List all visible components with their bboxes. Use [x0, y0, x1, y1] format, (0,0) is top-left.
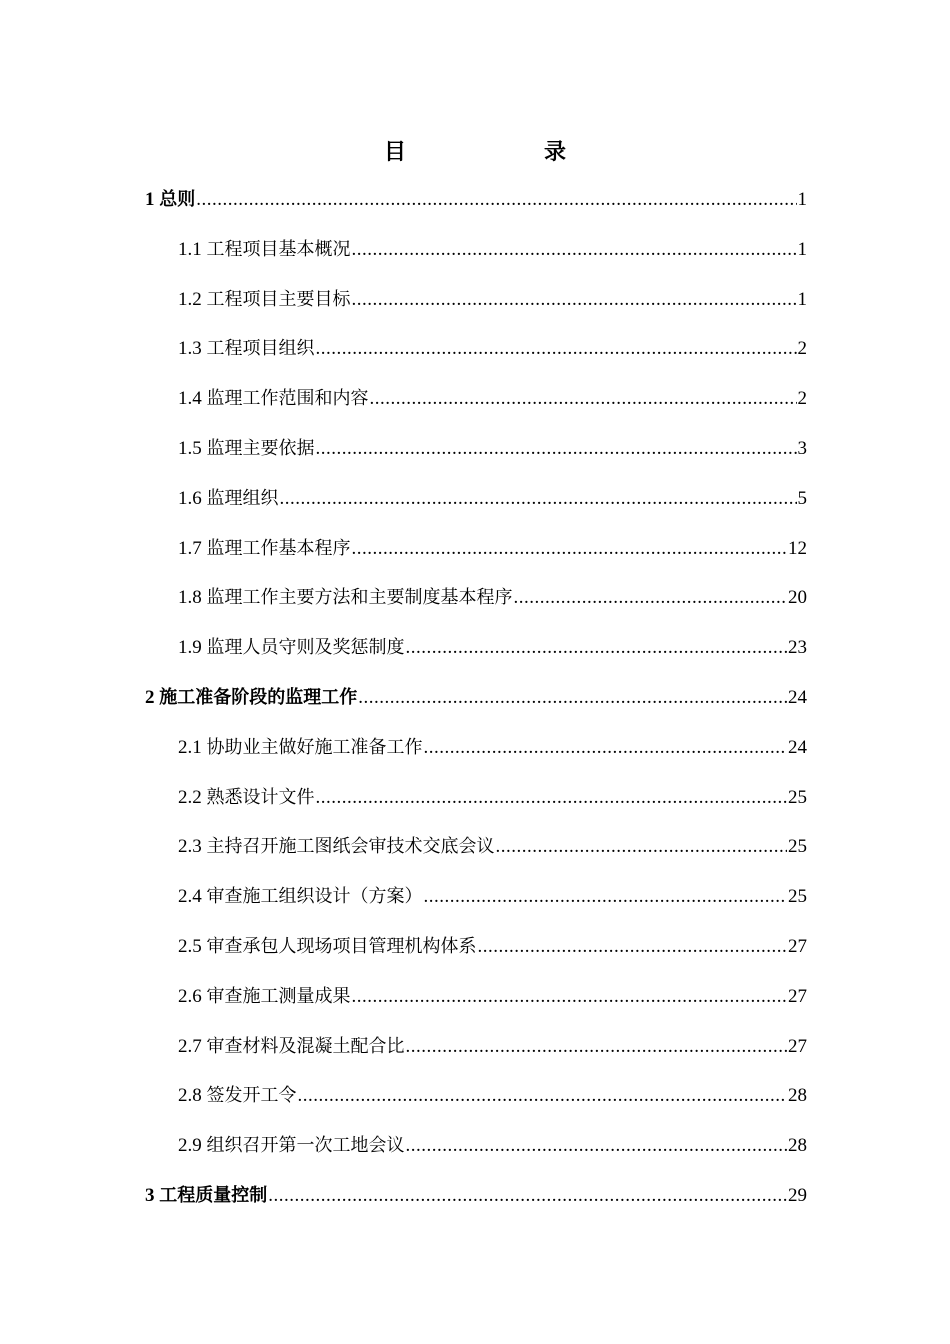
toc-leader-dots: [424, 733, 788, 763]
toc-leader-dots: [358, 683, 787, 713]
toc-entry-text: 工程质量控制: [159, 1184, 268, 1206]
toc-entry-label: [178, 235, 351, 265]
toc-entry-number: 1.3: [178, 338, 202, 360]
toc-entry-page: 5: [797, 487, 807, 509]
toc-entry-number: 1: [145, 189, 155, 210]
toc-entry-text: 监理工作范围和内容: [206, 388, 369, 410]
toc-entry-number: 2.7: [178, 1035, 202, 1057]
toc-leader-dots: [352, 285, 797, 315]
toc-entry-number: 2.1: [178, 736, 202, 758]
toc-entry-text: 主持召开施工图纸会审技术交底会议: [206, 836, 495, 858]
toc-entry-text: 监理组织: [206, 487, 279, 509]
toc-entry[interactable]: [145, 384, 807, 434]
toc-entry-number: 2.4: [178, 886, 202, 908]
toc-entry-number: 1.2: [178, 288, 202, 310]
toc-entry-label: [145, 185, 195, 215]
toc-leader-dots: [406, 633, 788, 663]
toc-entry-label: [178, 932, 477, 962]
toc-leader-dots: [370, 384, 797, 414]
toc-entry-number: 1.5: [178, 437, 202, 459]
toc-entry-page: 25: [788, 886, 807, 908]
toc-entry-page: 24: [788, 736, 807, 758]
toc-entry-text: 监理工作基本程序: [206, 537, 351, 559]
toc-leader-dots: [298, 1081, 788, 1111]
toc-entry-page: 2: [797, 388, 807, 410]
toc-entry-label: [178, 583, 513, 613]
toc-entry-text: 审查施工组织设计（方案）: [206, 886, 423, 908]
table-of-contents: [145, 185, 807, 1231]
toc-entry-number: 1.6: [178, 487, 202, 509]
toc-entry-text: 工程项目主要目标: [206, 288, 351, 310]
toc-entry-number: 2.3: [178, 836, 202, 858]
toc-entry-number: 1.4: [178, 388, 202, 410]
toc-entry-label: [145, 1181, 267, 1211]
toc-entry-label: [145, 683, 357, 713]
toc-entry-text: 组织召开第一次工地会议: [206, 1135, 405, 1157]
toc-entry-text: 熟悉设计文件: [206, 786, 315, 808]
toc-entry-label: [178, 882, 423, 912]
toc-leader-dots: [316, 434, 797, 464]
toc-entry-page: 12: [788, 537, 807, 559]
toc-entry-label: [178, 982, 351, 1012]
toc-entry-page: 27: [788, 1035, 807, 1057]
toc-leader-dots: [424, 882, 788, 912]
toc-entry-text: 监理主要依据: [206, 437, 315, 459]
toc-entry-number: 2.5: [178, 935, 202, 957]
toc-entry-page: 24: [788, 686, 807, 708]
toc-entry-number: 2: [145, 686, 155, 708]
toc-leader-dots: [406, 1131, 788, 1161]
toc-leader-dots: [478, 932, 788, 962]
toc-leader-dots: [352, 982, 788, 1012]
toc-entry-number: 2.2: [178, 786, 202, 808]
toc-entry-number: 1.9: [178, 637, 202, 659]
toc-leader-dots: [316, 334, 797, 364]
toc-entry[interactable]: [145, 185, 807, 235]
toc-entry[interactable]: [145, 334, 807, 384]
toc-entry-number: 3: [145, 1184, 155, 1206]
toc-entry[interactable]: [145, 932, 807, 982]
toc-entry-label: [178, 285, 351, 315]
toc-entry-text: 监理工作主要方法和主要制度基本程序: [206, 587, 513, 609]
toc-entry-text: 工程项目组织: [206, 338, 315, 360]
toc-entry-number: 1.8: [178, 587, 202, 609]
toc-entry-text: 协助业主做好施工准备工作: [206, 736, 423, 758]
toc-entry-number: 1.7: [178, 537, 202, 559]
toc-leader-dots: [352, 235, 797, 265]
toc-entry[interactable]: [145, 1032, 807, 1082]
toc-entry[interactable]: [145, 832, 807, 882]
toc-entry-page: 1: [797, 189, 807, 210]
toc-entry[interactable]: [145, 1081, 807, 1131]
toc-entry-page: 28: [788, 1135, 807, 1157]
toc-entry[interactable]: [145, 882, 807, 932]
toc-entry[interactable]: [145, 683, 807, 733]
toc-leader-dots: [316, 783, 788, 813]
toc-entry[interactable]: [145, 783, 807, 833]
toc-entry-page: 20: [788, 587, 807, 609]
toc-leader-dots: [514, 583, 788, 613]
toc-entry[interactable]: [145, 434, 807, 484]
toc-entry[interactable]: [145, 982, 807, 1032]
toc-entry-page: 27: [788, 935, 807, 957]
toc-entry-label: [178, 434, 315, 464]
toc-entry-label: [178, 733, 423, 763]
toc-entry-page: 25: [788, 836, 807, 858]
toc-leader-dots: [406, 1032, 788, 1062]
toc-entry-number: 2.6: [178, 985, 202, 1007]
toc-leader-dots: [496, 832, 788, 862]
toc-leader-dots: [196, 185, 796, 215]
toc-entry-page: 1: [797, 288, 807, 310]
toc-entry-text: 审查材料及混凝土配合比: [206, 1035, 405, 1057]
toc-entry[interactable]: [145, 1131, 807, 1181]
toc-entry-text: 审查承包人现场项目管理机构体系: [206, 935, 477, 957]
toc-leader-dots: [352, 534, 788, 564]
toc-entry-page: 2: [797, 338, 807, 360]
toc-title: 目 录: [383, 139, 624, 165]
toc-entry-label: [178, 534, 351, 564]
toc-entry-page: 25: [788, 786, 807, 808]
toc-entry[interactable]: [145, 534, 807, 584]
toc-entry[interactable]: [145, 633, 807, 683]
toc-entry[interactable]: [145, 1181, 807, 1231]
toc-entry[interactable]: [145, 583, 807, 633]
toc-entry[interactable]: [145, 484, 807, 534]
toc-entry-text: 监理人员守则及奖惩制度: [206, 637, 405, 659]
toc-entry-text: 工程项目基本概况: [206, 238, 351, 260]
toc-entry-label: [178, 783, 315, 813]
toc-entry-text: 施工准备阶段的监理工作: [159, 686, 358, 708]
toc-entry-page: 28: [788, 1085, 807, 1107]
toc-entry-label: [178, 1081, 297, 1111]
toc-entry-number: 2.8: [178, 1085, 202, 1107]
toc-entry-text: 签发开工令: [206, 1085, 297, 1107]
toc-entry-label: [178, 334, 315, 364]
toc-entry[interactable]: [145, 733, 807, 783]
toc-entry-label: [178, 1131, 405, 1161]
toc-entry-number: 2.9: [178, 1135, 202, 1157]
toc-entry-page: 27: [788, 985, 807, 1007]
toc-leader-dots: [280, 484, 797, 514]
toc-entry-page: 23: [788, 637, 807, 659]
toc-entry-label: [178, 633, 405, 663]
toc-entry-page: 29: [788, 1184, 807, 1206]
toc-entry-text: 审查施工测量成果: [206, 985, 351, 1007]
toc-entry-label: [178, 1032, 405, 1062]
toc-entry-page: 3: [797, 437, 807, 459]
toc-entry[interactable]: [145, 235, 807, 285]
toc-entry-label: [178, 384, 369, 414]
toc-entry-text: 总则: [159, 189, 196, 210]
toc-leader-dots: [268, 1181, 787, 1211]
toc-entry[interactable]: [145, 285, 807, 335]
toc-entry-page: 1: [797, 238, 807, 260]
toc-entry-number: 1.1: [178, 238, 202, 260]
toc-entry-label: [178, 832, 495, 862]
toc-entry-label: [178, 484, 279, 514]
